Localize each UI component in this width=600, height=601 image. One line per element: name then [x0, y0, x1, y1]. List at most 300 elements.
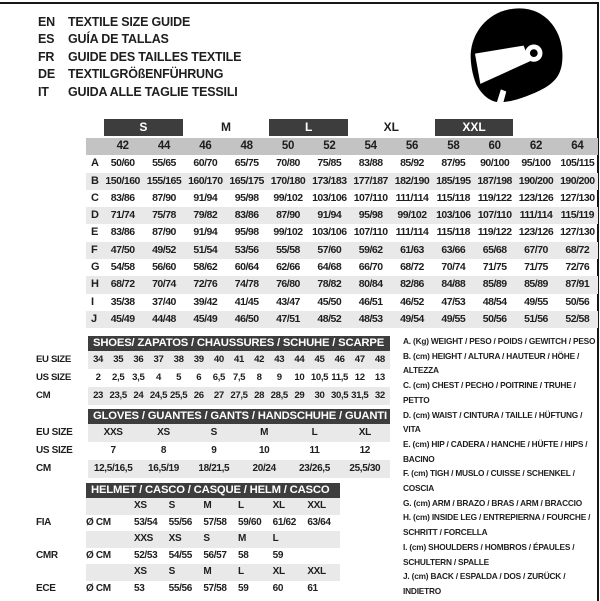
shoes-value: 32: [370, 387, 390, 405]
measurement-row-G: [86, 259, 598, 276]
measurement-value: 119/122: [477, 191, 512, 204]
shoes-table-body: [36, 351, 390, 405]
language-code: IT: [38, 84, 49, 99]
gloves-value: 10: [258, 445, 270, 456]
measurement-value: 59/62: [358, 243, 383, 256]
standard-label: FIA: [36, 515, 86, 532]
textile-size-table: [86, 119, 598, 328]
language-code: FR: [38, 49, 55, 64]
gloves-value: 12: [359, 445, 371, 456]
measurement-value: 115/118: [436, 226, 470, 239]
shoes-value: 38: [169, 351, 189, 369]
measurement-value: 45/49: [193, 312, 218, 325]
measurement-value: 39/42: [193, 295, 218, 308]
gloves-value: 7: [110, 445, 116, 456]
standard-label: CMR: [36, 548, 86, 565]
measurement-row-F: [86, 242, 598, 259]
size-number: 44: [157, 140, 171, 152]
measurement-value: 185/195: [436, 174, 471, 187]
measurement-value: 99/102: [397, 209, 427, 222]
spacer: [86, 564, 132, 581]
measurement-value: 47/50: [110, 243, 135, 256]
size-number: 54: [364, 140, 377, 152]
helmet-size-label: L: [271, 531, 306, 548]
measurement-row-I: [86, 294, 598, 311]
measurement-value: 95/98: [234, 226, 259, 239]
row-label: US SIZE: [36, 369, 88, 387]
measurement-value: 90/100: [480, 157, 510, 170]
helmet-value: 61/62: [272, 516, 296, 528]
measurement-value: 91/94: [193, 191, 218, 204]
helmet-size-table: [36, 483, 340, 597]
measurement-value: 95/98: [358, 209, 383, 222]
language-row: [38, 66, 241, 83]
measurement-value: 84/88: [441, 278, 466, 291]
measurement-value: 173/183: [312, 174, 347, 187]
measurement-legend: [403, 334, 597, 599]
measurement-value: 60/70: [193, 157, 218, 170]
helmet-size-label: XL: [271, 498, 306, 515]
shoes-value: 37: [148, 351, 168, 369]
legend-item: F. (cm) TIGH / MUSLO / CUISSE / SCHENKEL / COSCIA: [403, 468, 575, 494]
gloves-header-row: [36, 409, 390, 424]
size-number: 48: [240, 140, 253, 152]
shoes-value: 28,5: [269, 387, 289, 405]
shoes-value: 34: [88, 351, 108, 369]
shoes-value: 46: [330, 351, 350, 369]
legend-item: B. (cm) HEIGHT / ALTURA / HAUTEUR / HÖHE / ALTEZZA: [403, 350, 580, 376]
shoes-value: 10: [294, 372, 305, 383]
legend-item: C. (cm) CHEST / PECHO / POITRINE / TRUHE / PETTO: [403, 380, 576, 405]
shoes-value: 42: [249, 351, 269, 369]
measurement-row-E: [86, 224, 598, 241]
measurement-value: 85/89: [482, 278, 507, 291]
measurement-value: 62/66: [276, 261, 300, 274]
guide-title: TEXTILGRÖßENFÜHRUNG: [68, 67, 224, 82]
measurement-value: 99/102: [273, 226, 303, 239]
measurement-value: 54/58: [110, 261, 135, 274]
measurement-value: 74/78: [234, 278, 259, 291]
helmet-value: 58: [238, 549, 249, 561]
shoes-value: 12: [354, 372, 365, 383]
measurement-row-H: [86, 276, 598, 293]
helmet-size-label: L: [236, 564, 271, 581]
shoes-value: 30: [309, 387, 329, 405]
measurement-value: 190/200: [560, 174, 595, 187]
measurement-value: 80/84: [358, 278, 383, 291]
shoes-value: 7,5: [232, 372, 246, 383]
gloves-value: 16,5/19: [138, 460, 188, 478]
measurement-value: 87/90: [152, 191, 176, 204]
shoes-value: 43: [269, 351, 289, 369]
measurement-value: 87/90: [152, 226, 176, 239]
row-letter: H: [91, 278, 99, 291]
measurement-value: 160/170: [188, 174, 223, 187]
measurement-row-B: [86, 173, 598, 190]
gloves-row: [36, 424, 390, 442]
shoes-value: 26: [189, 387, 209, 405]
row-label: EU SIZE: [36, 424, 88, 442]
row-letter: A: [91, 157, 99, 170]
measurement-value: 82/86: [400, 278, 424, 291]
measurement-value: 49/55: [524, 295, 548, 308]
measurement-value: 47/53: [441, 295, 466, 308]
gloves-value: XL: [340, 424, 390, 442]
shoes-header-row: [36, 336, 390, 351]
shoes-value: 3,5: [132, 372, 145, 383]
row-label: CM: [36, 460, 88, 478]
standard-label: ECE: [36, 581, 86, 598]
shoes-value: 13: [374, 372, 385, 383]
measurement-value: 170/180: [270, 174, 306, 187]
measurement-value: 127/130: [560, 226, 595, 239]
language-code: EN: [38, 15, 55, 29]
language-code: DE: [38, 67, 55, 82]
measurement-value: 83/86: [234, 209, 259, 222]
gloves-value: S: [189, 424, 239, 442]
helmet-header-row: [36, 483, 340, 498]
measurement-value: 85/89: [524, 278, 548, 291]
shoes-value: 27: [209, 387, 229, 405]
helmet-value: 57/58: [203, 582, 227, 594]
helmet-values-row-CMR: [36, 548, 340, 565]
legend-item: H. (cm) INSIDE LEG / ENTREPIERNA / FOURCHE / SCHRITT / FORCELLA: [403, 512, 591, 538]
racing-helmet-icon: [458, 4, 574, 112]
guide-title: GUIDA ALLE TAGLIE TESSILI: [68, 84, 238, 99]
measurement-value: 78/82: [317, 278, 342, 291]
legend-item: I. (cm) SHOULDERS / HOMBROS / ÉPAULES / SCHULTERN / SPALLE: [403, 541, 575, 567]
measurement-value: 87/95: [441, 157, 466, 170]
shoes-value: 36: [128, 351, 148, 369]
size-group-label: M: [220, 120, 231, 134]
measurement-value: 60/64: [234, 261, 259, 274]
helmet-size-label: XXL: [305, 564, 340, 581]
size-number: 46: [199, 140, 212, 152]
size-number: 52: [323, 140, 336, 152]
size-group-label: XL: [383, 120, 399, 134]
helmet-value: 53: [134, 582, 145, 594]
gloves-value: 18/21,5: [189, 460, 239, 478]
helmet-values-row-ECE: [36, 581, 340, 598]
measurement-value: 165/175: [229, 174, 264, 187]
measurement-value: 58/62: [193, 261, 218, 274]
spacer: [36, 498, 86, 515]
shoes-value: 47: [350, 351, 370, 369]
measurement-value: 83/86: [110, 226, 135, 239]
shoes-value: 11,5: [331, 372, 349, 383]
measurement-value: 83/86: [110, 191, 135, 204]
row-label: CM: [36, 387, 88, 405]
language-code: ES: [38, 32, 55, 47]
size-group-label: [86, 119, 102, 137]
diameter-unit-label: Ø CM: [86, 516, 111, 528]
row-letter: D: [91, 209, 99, 222]
gloves-value: 8: [160, 445, 167, 456]
language-row: [38, 49, 241, 66]
measurement-value: 56/60: [152, 261, 176, 274]
measurement-value: 76/80: [276, 278, 300, 291]
gloves-value: M: [239, 424, 289, 442]
measurement-value: 87/91: [565, 278, 590, 291]
size-number: 64: [571, 140, 584, 152]
measurement-value: 91/94: [193, 226, 218, 239]
gloves-size-table: [36, 409, 390, 478]
helmet-table-title: HELMET / CASCO / CASQUE / HELM / CASCO: [86, 483, 340, 498]
gloves-table-body: [36, 424, 390, 478]
shoes-value: 24,5: [148, 387, 168, 405]
helmet-value: 59: [272, 549, 284, 561]
size-number: 42: [116, 140, 129, 152]
spacer: [36, 483, 86, 498]
helmet-size-label: L: [236, 498, 271, 515]
measurement-value: 99/102: [273, 191, 303, 204]
measurement-value: 46/50: [234, 312, 259, 325]
measurement-value: 65/68: [482, 243, 507, 256]
textile-table-body: [86, 155, 598, 328]
row-label: US SIZE: [36, 442, 88, 460]
measurement-value: 155/165: [146, 174, 182, 187]
shoes-value: 40: [209, 351, 229, 369]
shoes-value: 45: [309, 351, 329, 369]
measurement-value: 111/114: [395, 226, 429, 239]
helmet-sizes-row: [36, 498, 340, 515]
gloves-value: XXS: [88, 424, 138, 442]
measurement-value: 46/51: [358, 295, 383, 308]
shoes-value: 5: [176, 372, 182, 383]
spacer: [36, 409, 88, 424]
shoes-value: 9: [276, 372, 282, 383]
helmet-value: 55/56: [168, 516, 192, 528]
measurement-value: 66/70: [358, 261, 383, 274]
helmet-size-label: [305, 531, 340, 548]
shoes-row: [36, 369, 390, 387]
measurement-value: 75/85: [317, 157, 342, 170]
measurement-value: 107/110: [477, 209, 512, 222]
size-group-label: XXL: [435, 119, 514, 136]
measurement-value: 57/60: [317, 243, 342, 256]
row-letter: B: [91, 174, 99, 187]
guide-title: GUIDE DES TAILLES TEXTILE: [68, 49, 242, 64]
measurement-value: 71/74: [110, 209, 135, 222]
shoes-value: 48: [370, 351, 390, 369]
measurement-value: 190/200: [518, 174, 554, 187]
row-letter: J: [91, 312, 97, 325]
size-group-header-row: [86, 119, 598, 137]
shoes-value: 10,5: [310, 372, 329, 383]
measurement-value: 37/40: [152, 295, 176, 308]
measurement-value: 48/52: [317, 312, 342, 325]
helmet-size-label: XS: [167, 531, 202, 548]
shoes-value: 4: [155, 372, 161, 383]
helmet-value: 60: [272, 582, 284, 594]
size-number: 62: [529, 140, 543, 152]
measurement-value: 44/48: [152, 312, 176, 325]
measurement-row-C: [86, 190, 598, 207]
spacer: [86, 138, 102, 155]
measurement-value: 50/60: [110, 157, 135, 170]
shoes-value: 6,5: [212, 372, 225, 383]
measurement-value: 115/119: [560, 209, 594, 222]
legend-item: E. (cm) HIP / CADERA / HANCHE / HÜFTE / HIPS / BACINO: [403, 438, 588, 464]
measurement-value: 61/63: [400, 243, 424, 256]
measurement-value: 187/198: [477, 174, 512, 187]
measurement-value: 72/76: [193, 278, 218, 291]
measurement-value: 49/52: [152, 243, 176, 256]
measurement-value: 119/122: [477, 226, 512, 239]
gloves-value: 11: [309, 445, 320, 456]
measurement-value: 103/106: [312, 191, 347, 204]
diameter-unit-label: Ø CM: [86, 582, 111, 594]
measurement-value: 103/106: [436, 209, 471, 222]
language-title-list: [38, 14, 241, 101]
shoes-value: 41: [229, 351, 249, 369]
measurement-value: 85/92: [400, 157, 424, 170]
measurement-value: 107/110: [353, 191, 388, 204]
language-row: [38, 14, 241, 31]
gloves-table-title: GLOVES / GUANTES / GANTS / HANDSCHUHE / GUANTI: [88, 409, 390, 424]
helmet-size-label: XXL: [305, 498, 340, 515]
helmet-size-label: S: [201, 531, 236, 548]
size-group-label: S: [104, 119, 183, 136]
measurement-value: 48/53: [358, 312, 383, 325]
measurement-value: 64/68: [317, 261, 342, 274]
helmet-sizes-row: [36, 564, 340, 581]
row-letter: E: [91, 226, 98, 239]
measurement-value: 50/56: [482, 312, 507, 325]
measurement-value: 71/75: [482, 261, 507, 274]
measurement-value: 111/114: [395, 191, 429, 204]
shoes-value: 28: [249, 387, 269, 405]
helmet-table-body: [36, 498, 340, 597]
gloves-row: [36, 460, 390, 478]
guide-title: GUÍA DE TALLAS: [68, 32, 169, 47]
helmet-value: 55/56: [168, 582, 192, 594]
measurement-value: 91/94: [317, 209, 342, 222]
gloves-value: 12,5/16,5: [88, 460, 138, 478]
measurement-value: 51/56: [524, 312, 548, 325]
helmet-value: 59/60: [238, 516, 262, 528]
measurement-value: 123/126: [518, 191, 554, 204]
measurement-value: 87/90: [276, 209, 300, 222]
size-number: 50: [281, 140, 295, 152]
shoes-value: 2,5: [112, 372, 125, 383]
measurement-value: 68/72: [400, 261, 424, 274]
gloves-value: L: [289, 424, 339, 442]
size-number: 56: [405, 140, 419, 152]
helmet-size-label: XS: [132, 498, 167, 515]
language-row: [38, 84, 241, 101]
numeric-size-row: [86, 138, 598, 155]
measurement-value: 52/58: [565, 312, 590, 325]
shoes-value: 35: [108, 351, 128, 369]
measurement-value: 70/74: [441, 261, 466, 274]
spacer: [36, 564, 86, 581]
measurement-value: 46/52: [400, 295, 424, 308]
measurement-value: 70/74: [152, 278, 176, 291]
gloves-value: 23/26,5: [289, 460, 339, 478]
measurement-value: 41/45: [234, 295, 259, 308]
shoes-value: 8: [256, 372, 262, 383]
measurement-value: 95/98: [234, 191, 259, 204]
guide-title: TEXTILE SIZE GUIDE: [68, 15, 191, 29]
shoes-row: [36, 351, 390, 369]
diameter-unit-label: Ø CM: [86, 549, 111, 561]
measurement-value: 65/75: [234, 157, 259, 170]
measurement-value: 35/38: [110, 295, 135, 308]
measurement-value: 53/56: [234, 243, 259, 256]
measurement-value: 48/54: [482, 295, 507, 308]
measurement-value: 111/114: [519, 209, 553, 222]
helmet-size-label: S: [167, 564, 202, 581]
measurement-value: 79/82: [193, 209, 218, 222]
shoes-value: 23,5: [108, 387, 128, 405]
measurement-value: 105/115: [560, 157, 595, 170]
measurement-value: 63/66: [441, 243, 466, 256]
helmet-value: 57/58: [203, 516, 227, 528]
shoes-value: 27,5: [229, 387, 249, 405]
gloves-value: XS: [138, 424, 188, 442]
spacer: [86, 498, 132, 515]
helmet-value: 59: [238, 582, 249, 594]
gloves-value: 25,5/30: [340, 460, 390, 478]
measurement-value: 71/75: [524, 261, 548, 274]
spacer: [36, 531, 86, 548]
shoes-value: 24: [128, 387, 148, 405]
helmet-size-label: S: [167, 498, 202, 515]
helmet-value: [305, 548, 340, 565]
gloves-value: 9: [211, 445, 217, 456]
shoes-value: 44: [289, 351, 309, 369]
measurement-value: 68/72: [110, 278, 135, 291]
helmet-values-row-FIA: [36, 515, 340, 532]
helmet-size-label: M: [236, 531, 271, 548]
measurement-value: 75/78: [152, 209, 176, 222]
measurement-value: 68/72: [565, 243, 590, 256]
helmet-value: 61: [307, 582, 318, 594]
measurement-value: 123/126: [518, 226, 554, 239]
spacer: [86, 531, 132, 548]
measurement-value: 182/190: [394, 174, 430, 187]
shoes-value: 25,5: [169, 387, 189, 405]
helmet-value: 63/64: [307, 516, 331, 528]
row-letter: C: [91, 191, 99, 204]
measurement-value: 72/76: [565, 261, 590, 274]
measurement-value: 51/54: [193, 243, 218, 256]
measurement-value: 83/88: [358, 157, 383, 170]
gloves-row: [36, 442, 390, 460]
measurement-value: 127/130: [560, 191, 595, 204]
measurement-row-D: [86, 207, 598, 224]
shoes-table-title: SHOES/ ZAPATOS / CHAUSSURES / SCHUHE / SCARPE: [88, 336, 390, 351]
size-group-label: [515, 119, 556, 137]
size-number: 60: [488, 140, 501, 152]
size-group-label: L: [269, 119, 348, 136]
helmet-size-label: M: [201, 564, 236, 581]
measurement-value: 177/187: [353, 174, 388, 187]
measurement-value: 67/70: [524, 243, 548, 256]
helmet-size-label: XXS: [132, 531, 167, 548]
row-letter: F: [91, 243, 98, 256]
row-letter: I: [91, 295, 94, 308]
measurement-value: 45/49: [110, 312, 135, 325]
shoes-value: 39: [189, 351, 209, 369]
measurement-value: 47/51: [276, 312, 300, 325]
measurement-row-A: [86, 155, 598, 172]
shoes-value: 23: [88, 387, 108, 405]
helmet-sizes-row: [36, 531, 340, 548]
helmet-value: 54/55: [168, 549, 192, 561]
legend-item: J. (cm) BACK / ESPALDA / DOS / ZURÜCK / INDIETRO: [403, 571, 566, 596]
